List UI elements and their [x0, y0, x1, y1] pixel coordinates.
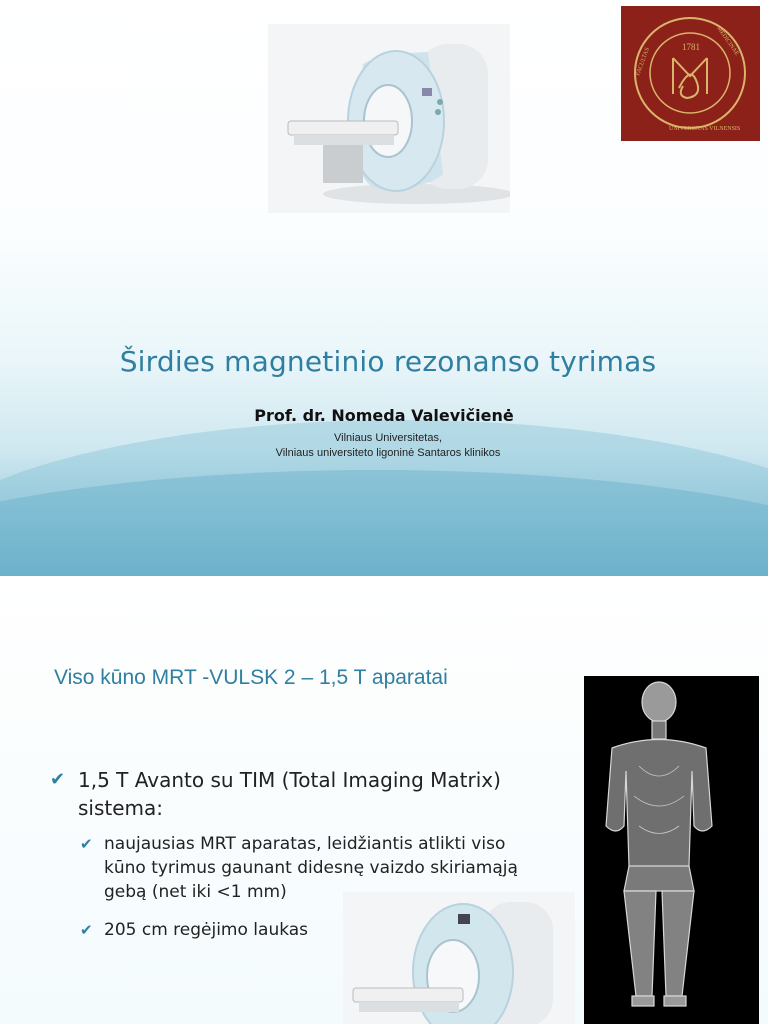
sub-bullet-item: ✔ 205 cm regėjimo laukas — [80, 920, 309, 940]
author-name: Prof. dr. Nomeda Valevičienė — [254, 406, 514, 425]
slide-title: Širdies magnetinio rezonanso tyrimas — [119, 345, 657, 378]
mri-scanner-image — [343, 892, 575, 1024]
svg-text:FACULTAS: FACULTAS — [635, 46, 651, 77]
sub-bullet-item: ✔ naujausias MRT aparatas, leidžiantis atlikti viso kūno tyrimus gaunant didesnę vaizdo skiriamąją gebą (net iki <1 mm) — [80, 834, 518, 902]
university-seal — [621, 6, 760, 141]
slide-heading: Viso kūno MRT -VULSK 2 – 1,5 T aparatai — [54, 666, 448, 689]
checkmark-icon: ✔ — [50, 769, 66, 790]
svg-text:MEDICINAE: MEDICINAE — [715, 25, 740, 57]
svg-text:1781: 1781 — [682, 42, 700, 52]
affiliation-line: Vilniaus universiteto ligoninė Santaros klinikos — [275, 447, 501, 459]
mri-scanner-image — [268, 24, 510, 213]
checkmark-icon: ✔ — [80, 921, 93, 939]
affiliation-line: Vilniaus Universitetas, — [333, 432, 442, 444]
checkmark-icon: ✔ — [80, 835, 93, 853]
whole-body-mri-image — [584, 676, 759, 1024]
svg-text:UNIVERSITAS VILNENSIS: UNIVERSITAS VILNENSIS — [669, 126, 741, 132]
background-wave — [0, 470, 768, 576]
bullet-item: ✔ 1,5 T Avanto su TIM (Total Imaging Matrix) sistema: — [50, 768, 501, 820]
